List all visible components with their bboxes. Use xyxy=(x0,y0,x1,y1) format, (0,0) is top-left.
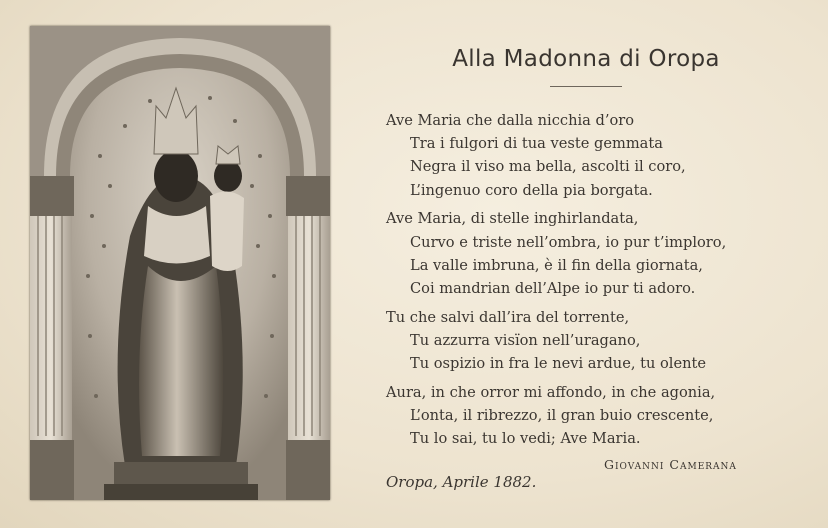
poem-title: Alla Madonna di Oropa xyxy=(452,46,720,72)
poem-line: La valle imbruna, è il fin della giornata, xyxy=(410,256,703,274)
poem-line: L’ingenuo coro della pia borgata. xyxy=(410,181,653,199)
poem-line: Ave Maria, di stelle inghirlandata, xyxy=(386,210,639,228)
poem-line: Ave Maria che dalla nicchia d’oro xyxy=(386,112,635,129)
poem-line: Tu che salvi dall’ira del torrente, xyxy=(386,308,630,326)
poem-line: Coi mandrian dell’Alpe io pur ti adoro. xyxy=(410,279,696,297)
poem-line: Tra i fulgori di tua veste gemmata xyxy=(410,135,663,153)
title-divider xyxy=(550,86,622,87)
poem-line: Tu lo sai, tu lo vedi; Ave Maria. xyxy=(410,430,641,448)
poem-line: Tu azzurra visïon nell’uragano, xyxy=(410,331,641,349)
stanza-1 xyxy=(386,109,806,202)
poem-line: L’onta, il ribrezzo, il gran buio crescente, xyxy=(410,406,714,424)
place-date: Oropa, Aprile 1882. xyxy=(386,473,537,491)
poem-line: Curvo e triste nell’ombra, io pur t’imploro, xyxy=(410,233,727,251)
poem-line: Aura, in che orror mi affondo, in che agonia, xyxy=(386,383,716,401)
stanza-2 xyxy=(386,207,806,300)
madonna-picture xyxy=(30,26,330,500)
poem xyxy=(386,109,806,456)
poem-line: Tu ospizio in fra le nevi ardue, tu olente xyxy=(410,355,707,373)
poem-line: Negra il viso ma bella, ascolti il coro, xyxy=(410,158,686,176)
poem-author: Giovanni Camerana xyxy=(604,457,737,472)
stanza-3 xyxy=(386,306,806,376)
stanza-4 xyxy=(386,381,806,451)
